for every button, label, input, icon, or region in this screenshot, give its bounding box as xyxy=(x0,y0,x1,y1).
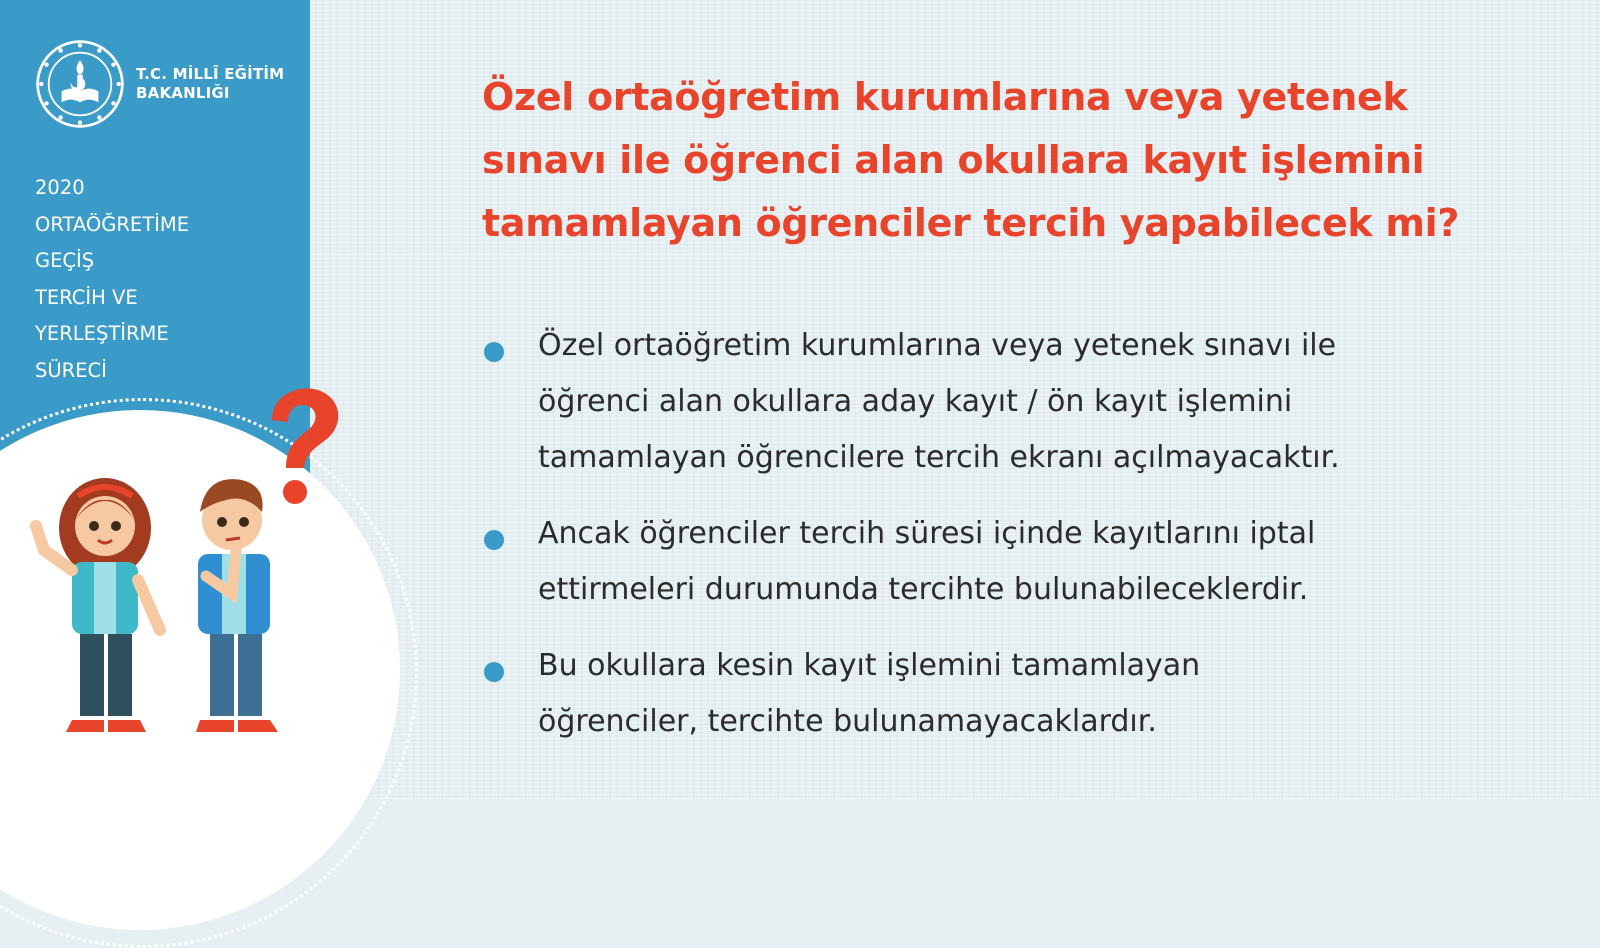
meb-emblem-icon xyxy=(34,38,126,130)
process-title-line: GEÇİŞ xyxy=(35,249,95,272)
question-line: tamamlayan öğrenciler tercih yapabilecek mi? xyxy=(482,201,1460,245)
ministry-name xyxy=(136,65,284,103)
boy-figure xyxy=(196,479,278,732)
process-title-line: ORTAÖĞRETİME xyxy=(35,212,190,236)
process-title-line: 2020 xyxy=(35,176,85,199)
answer-line: Bu okullara kesin kayıt işlemini tamamlayan xyxy=(538,648,1201,683)
children-illustration xyxy=(0,380,380,799)
answer-text xyxy=(538,638,1562,750)
answer-line: öğrenciler, tercihte bulunamayacaklardır. xyxy=(538,704,1157,739)
question-line: sınavı ile öğrenci alan okullara kayıt işlemini xyxy=(482,138,1425,182)
answer-item xyxy=(482,318,1562,486)
ministry-logo xyxy=(34,38,284,130)
answer-item xyxy=(482,638,1562,750)
question-line: Özel ortaöğretim kurumlarına veya yetenek xyxy=(482,75,1408,119)
question-mark-icon xyxy=(272,388,338,504)
process-title xyxy=(35,170,189,389)
answer-item xyxy=(482,506,1562,618)
ministry-name-line2: BAKANLIĞI xyxy=(136,84,230,102)
answer-line: öğrenci alan okullara aday kayıt / ön kayıt işlemini xyxy=(538,384,1293,419)
process-title-line: TERCİH VE xyxy=(35,285,138,309)
process-title-line: SÜRECİ xyxy=(35,358,107,382)
process-title-line: YERLEŞTİRME xyxy=(35,322,169,345)
answer-line: ettirmeleri durumunda tercihte bulunabileceklerdir. xyxy=(538,572,1309,607)
answer-list xyxy=(482,318,1562,770)
bullet-dot-icon xyxy=(484,662,504,682)
answer-line: Ancak öğrenciler tercih süresi içinde kayıtlarını iptal xyxy=(538,516,1316,551)
ministry-name-line1: T.C. MİLLÎ EĞİTİM xyxy=(136,65,285,83)
bullet-dot-icon xyxy=(484,342,504,362)
question-heading xyxy=(482,66,1562,255)
girl-figure xyxy=(36,478,160,732)
bullet-dot-icon xyxy=(484,530,504,550)
answer-line: tamamlayan öğrencilere tercih ekranı açılmayacaktır. xyxy=(538,440,1340,475)
answer-line: Özel ortaöğretim kurumlarına veya yetenek sınavı ile xyxy=(538,328,1337,363)
answer-text xyxy=(538,506,1562,618)
answer-text xyxy=(538,318,1562,486)
